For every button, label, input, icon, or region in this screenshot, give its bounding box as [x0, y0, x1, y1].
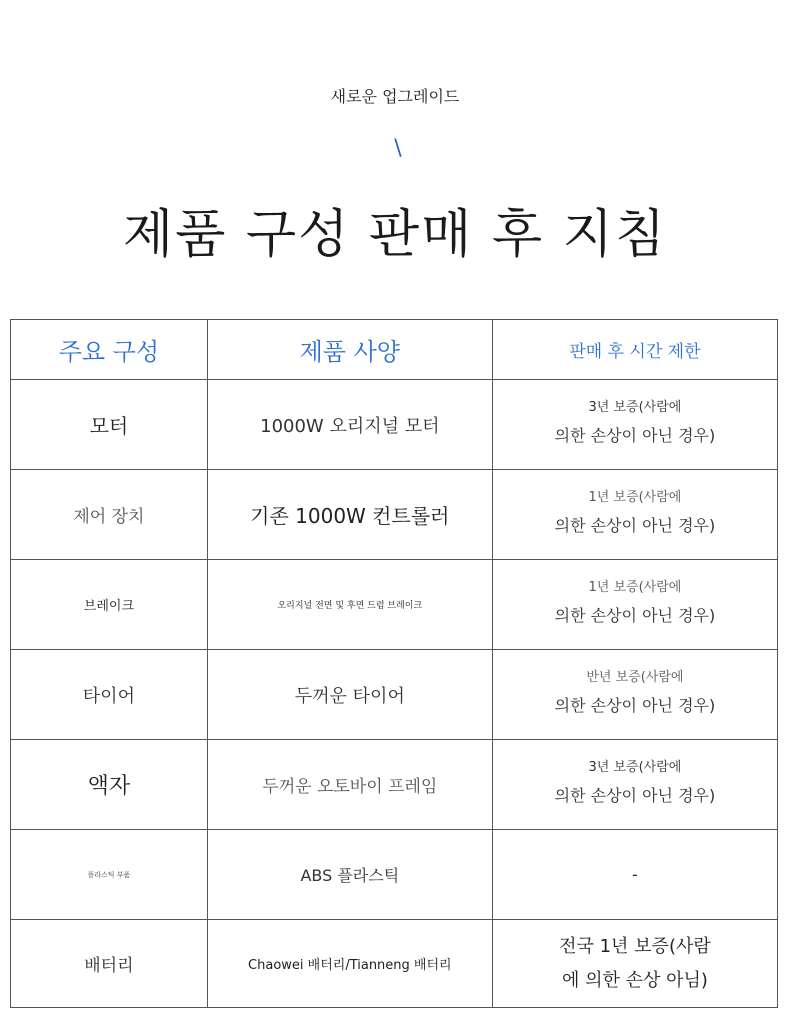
spec-cell: 두꺼운 오토바이 프레임: [207, 740, 492, 830]
component-cell: 타이어: [11, 650, 208, 740]
page-title: 제품 구성 판매 후 지침: [122, 205, 668, 265]
component-cell: 액자: [11, 740, 208, 830]
table-row: [11, 380, 778, 470]
warranty-line-2: 의한 손상이 아닌 경우): [554, 425, 716, 445]
subtitle: 새로운 업그레이드: [330, 87, 460, 106]
component-cell: 제어 장치: [11, 470, 208, 560]
table-row: [11, 470, 778, 560]
warranty-line-2: 에 의한 손상 아님): [561, 969, 708, 991]
warranty-line-2: 의한 손상이 아닌 경우): [554, 785, 716, 805]
component-cell: 플라스틱 부품: [11, 830, 208, 920]
spec-cell: ABS 플라스틱: [207, 830, 492, 920]
table-row: [11, 740, 778, 830]
table-row: [11, 560, 778, 650]
warranty-line-2: 의한 손상이 아닌 경우): [554, 515, 716, 535]
warranty-line-2: 의한 손상이 아닌 경우): [554, 695, 716, 715]
header-component: 주요 구성: [11, 320, 208, 380]
warranty-line-1: 1년 보증(사람에: [588, 579, 682, 595]
divider-mark: \: [394, 136, 402, 161]
component-cell: 브레이크: [11, 560, 208, 650]
warranty-line-1: 반년 보증(사람에: [586, 669, 684, 685]
spec-table: [10, 319, 778, 1008]
warranty-cell: [492, 560, 777, 650]
spec-cell: Chaowei 배터리/Tianneng 배터리: [207, 920, 492, 1008]
warranty-cell: [492, 380, 777, 470]
spec-cell: 두꺼운 타이어: [207, 650, 492, 740]
component-cell: 배터리: [11, 920, 208, 1008]
warranty-line-2: 의한 손상이 아닌 경우): [554, 605, 716, 625]
warranty-cell: -: [492, 830, 777, 920]
warranty-cell: [492, 650, 777, 740]
header-warranty: 판매 후 시간 제한: [492, 320, 777, 380]
warranty-cell: [492, 920, 777, 1008]
table-row: [11, 830, 778, 920]
warranty-line-1: 3년 보증(사람에: [588, 759, 682, 775]
table-row: [11, 920, 778, 1008]
spec-cell: 오리지널 전면 및 후면 드럼 브레이크: [207, 560, 492, 650]
warranty-line-1: 1년 보증(사람에: [588, 489, 682, 505]
warranty-line-1: 3년 보증(사람에: [588, 399, 682, 415]
header-spec: 제품 사양: [207, 320, 492, 380]
spec-cell: 1000W 오리지널 모터: [207, 380, 492, 470]
warranty-line-1: 전국 1년 보증(사람: [559, 935, 711, 957]
component-cell: 모터: [11, 380, 208, 470]
warranty-cell: [492, 740, 777, 830]
table-row: [11, 650, 778, 740]
warranty-cell: [492, 470, 777, 560]
table-header-row: [11, 320, 778, 380]
spec-cell: 기존 1000W 컨트롤러: [207, 470, 492, 560]
